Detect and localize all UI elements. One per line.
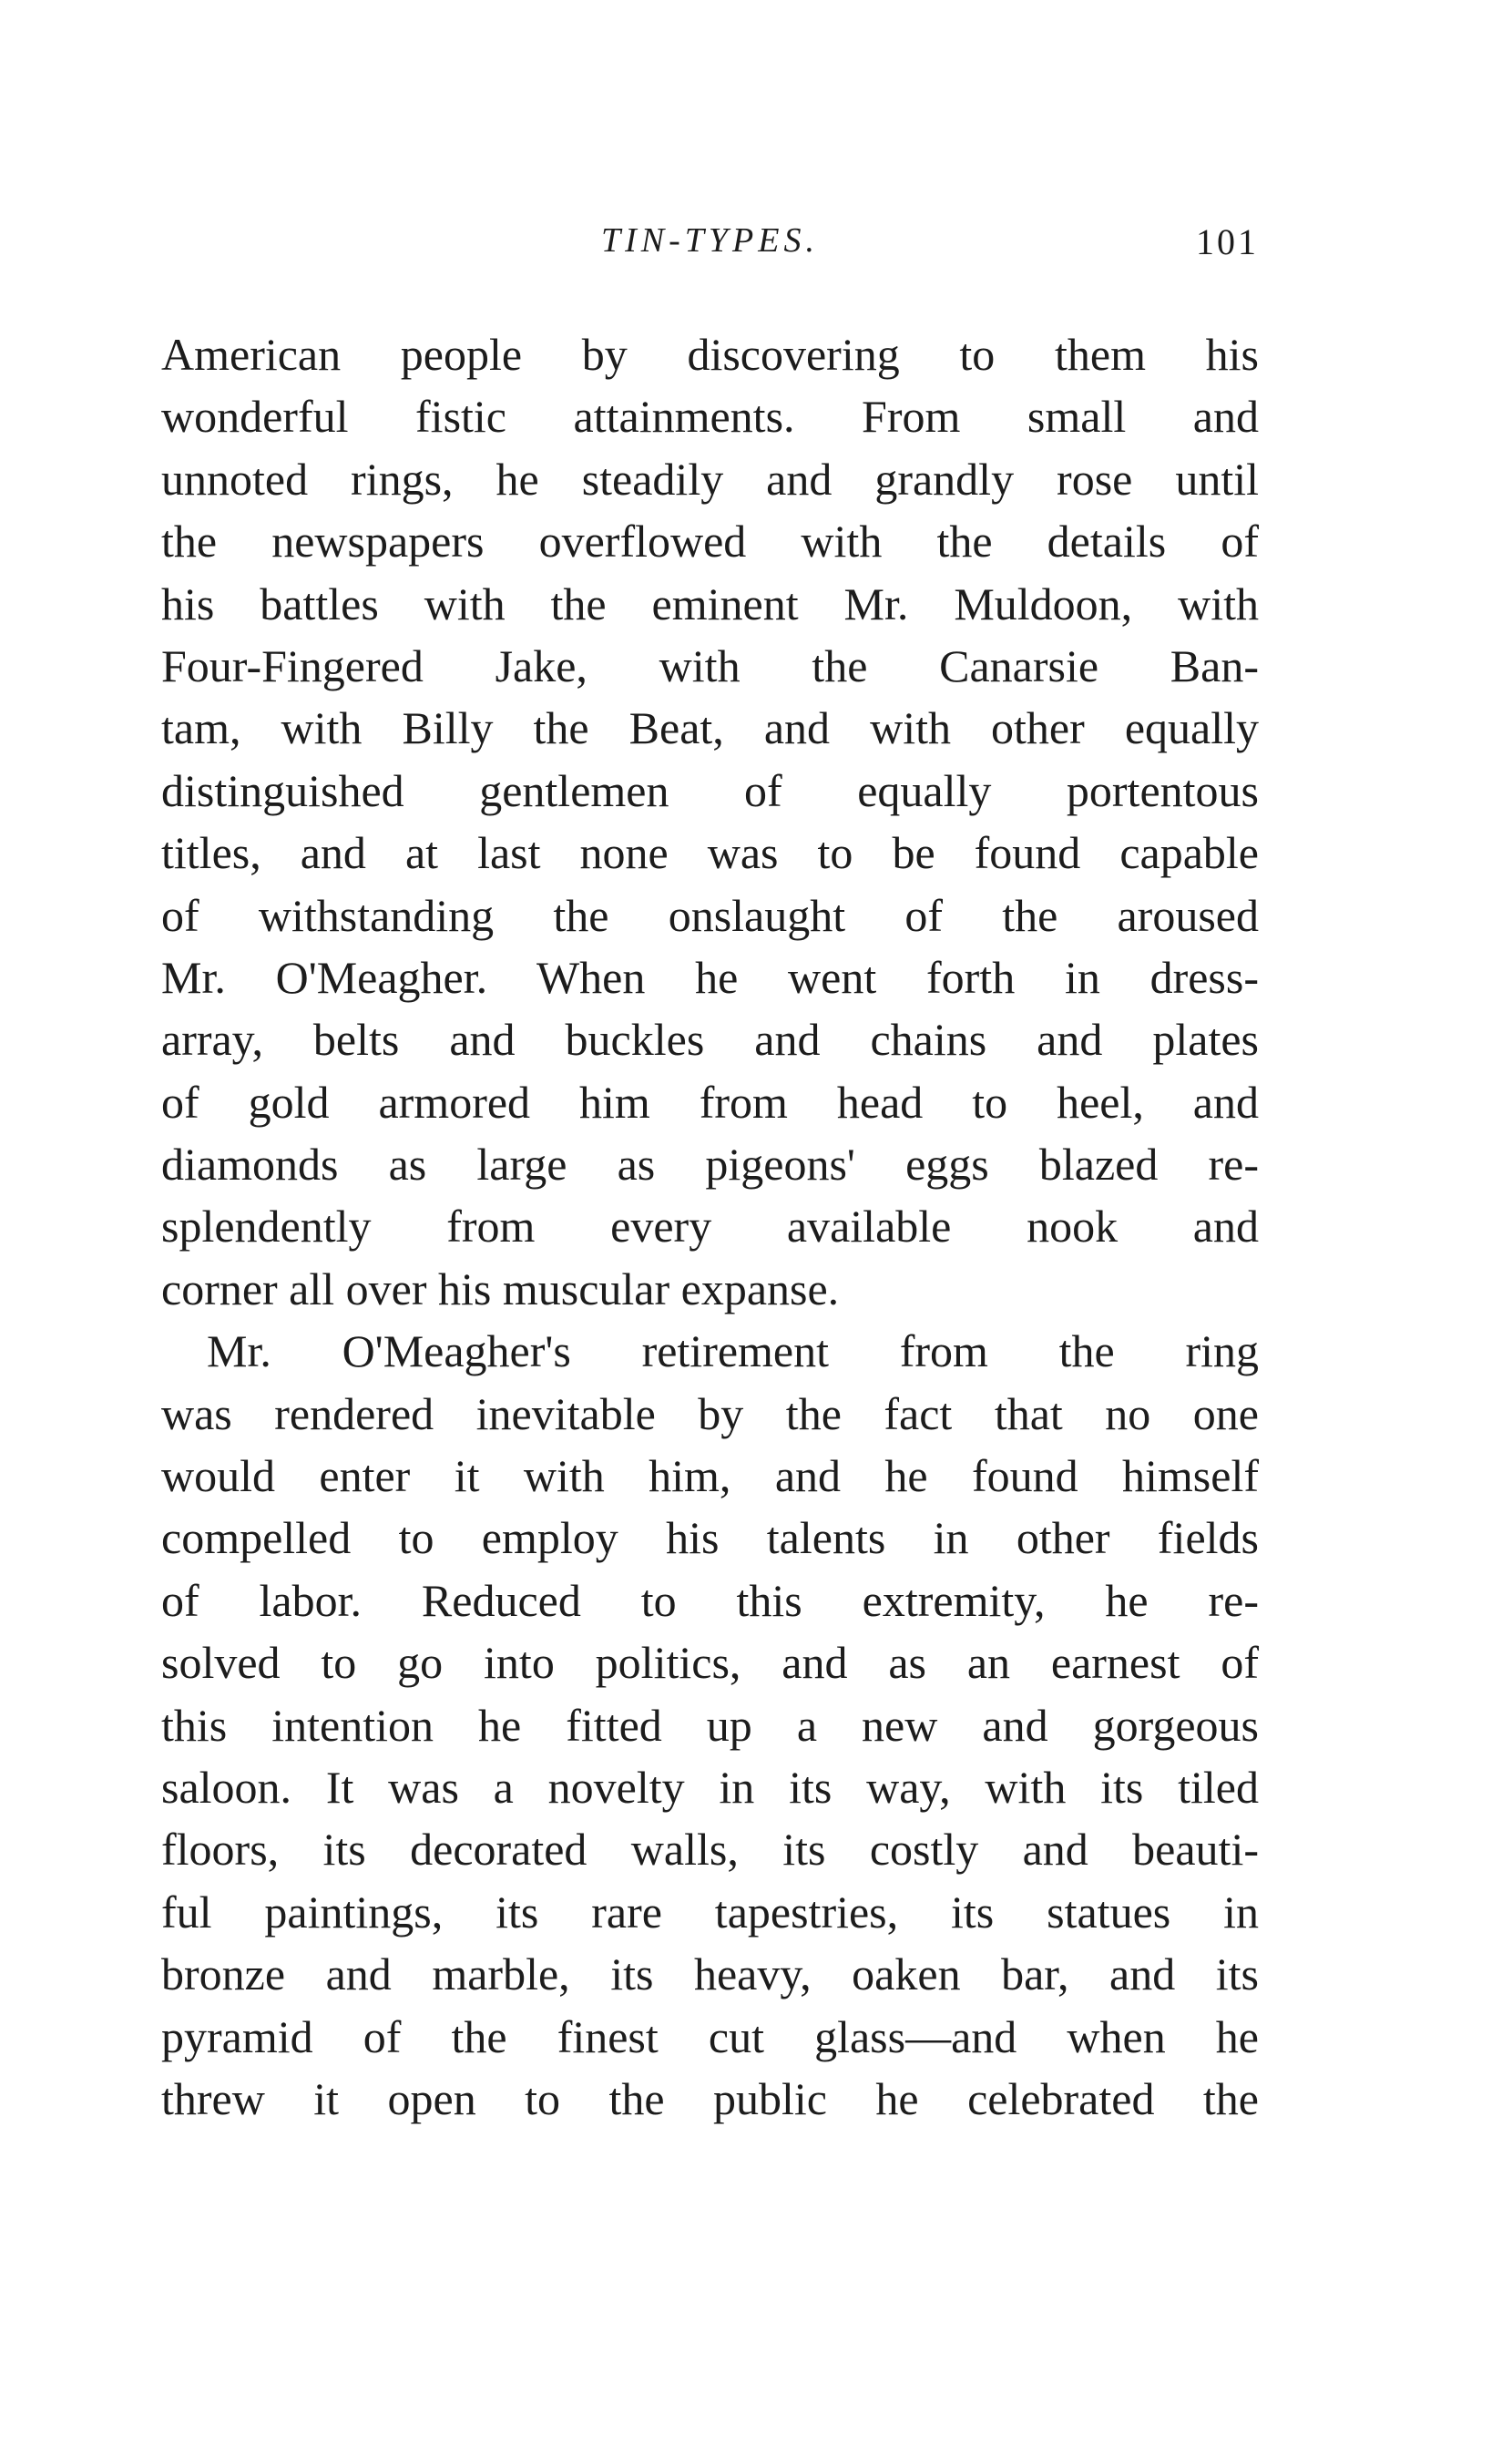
text-line: splendently from every available nook and: [161, 1201, 1259, 1253]
text-line: this intention he fitted up a new and gorgeous: [161, 1699, 1259, 1751]
text-line-paragraph-start: Mr. O'Meagher's retirement from the ring: [207, 1325, 1259, 1377]
text-line: the newspapers overflowed with the details of: [161, 516, 1259, 567]
text-line: distinguished gentlemen of equally portentous: [161, 764, 1259, 816]
text-line: threw it open to the public he celebrated the: [161, 2072, 1259, 2124]
text-line: American people by discovering to them his: [161, 329, 1259, 380]
text-line-paragraph-end: corner all over his muscular expanse.: [161, 1263, 840, 1314]
text-line: of labor. Reduced to this extremity, he re-: [161, 1574, 1259, 1626]
page-header: [161, 220, 1259, 275]
text-line: compelled to employ his talents in other fields: [161, 1512, 1259, 1564]
text-line: of gold armored him from head to heel, and: [161, 1076, 1259, 1128]
text-line: array, belts and buckles and chains and plates: [161, 1014, 1259, 1066]
text-line: wonderful fistic attainments. From small and: [161, 391, 1259, 443]
text-line: pyramid of the finest cut glass—and when he: [161, 2010, 1259, 2062]
text-line: was rendered inevitable by the fact that no one: [161, 1387, 1259, 1439]
text-line: bronze and marble, its heavy, oaken bar, and its: [161, 1948, 1259, 2000]
text-line: would enter it with him, and he found himself: [161, 1450, 1259, 1502]
text-line: of withstanding the onslaught of the aroused: [161, 889, 1259, 941]
text-line: Four-Fingered Jake, with the Canarsie Ban-: [161, 639, 1259, 691]
text-line: solved to go into politics, and as an earnest of: [161, 1637, 1259, 1689]
page-number: 101: [1196, 221, 1259, 262]
body-text: [161, 323, 1259, 2130]
text-line: titles, and at last none was to be found capable: [161, 827, 1259, 879]
text-line: tam, with Billy the Beat, and with other equally: [161, 702, 1259, 754]
text-line: unnoted rings, he steadily and grandly rose until: [161, 453, 1259, 505]
text-line: his battles with the eminent Mr. Muldoon, with: [161, 578, 1259, 629]
running-title: TIN-TYPES.: [601, 221, 819, 260]
text-line: ful paintings, its rare tapestries, its statues in: [161, 1886, 1259, 1938]
text-line: floors, its decorated walls, its costly and beauti-: [161, 1824, 1259, 1876]
text-line: saloon. It was a novelty in its way, with its tiled: [161, 1761, 1259, 1813]
text-line: Mr. O'Meagher. When he went forth in dress-: [161, 951, 1259, 1003]
text-line: diamonds as large as pigeons' eggs blazed re-: [161, 1139, 1259, 1191]
